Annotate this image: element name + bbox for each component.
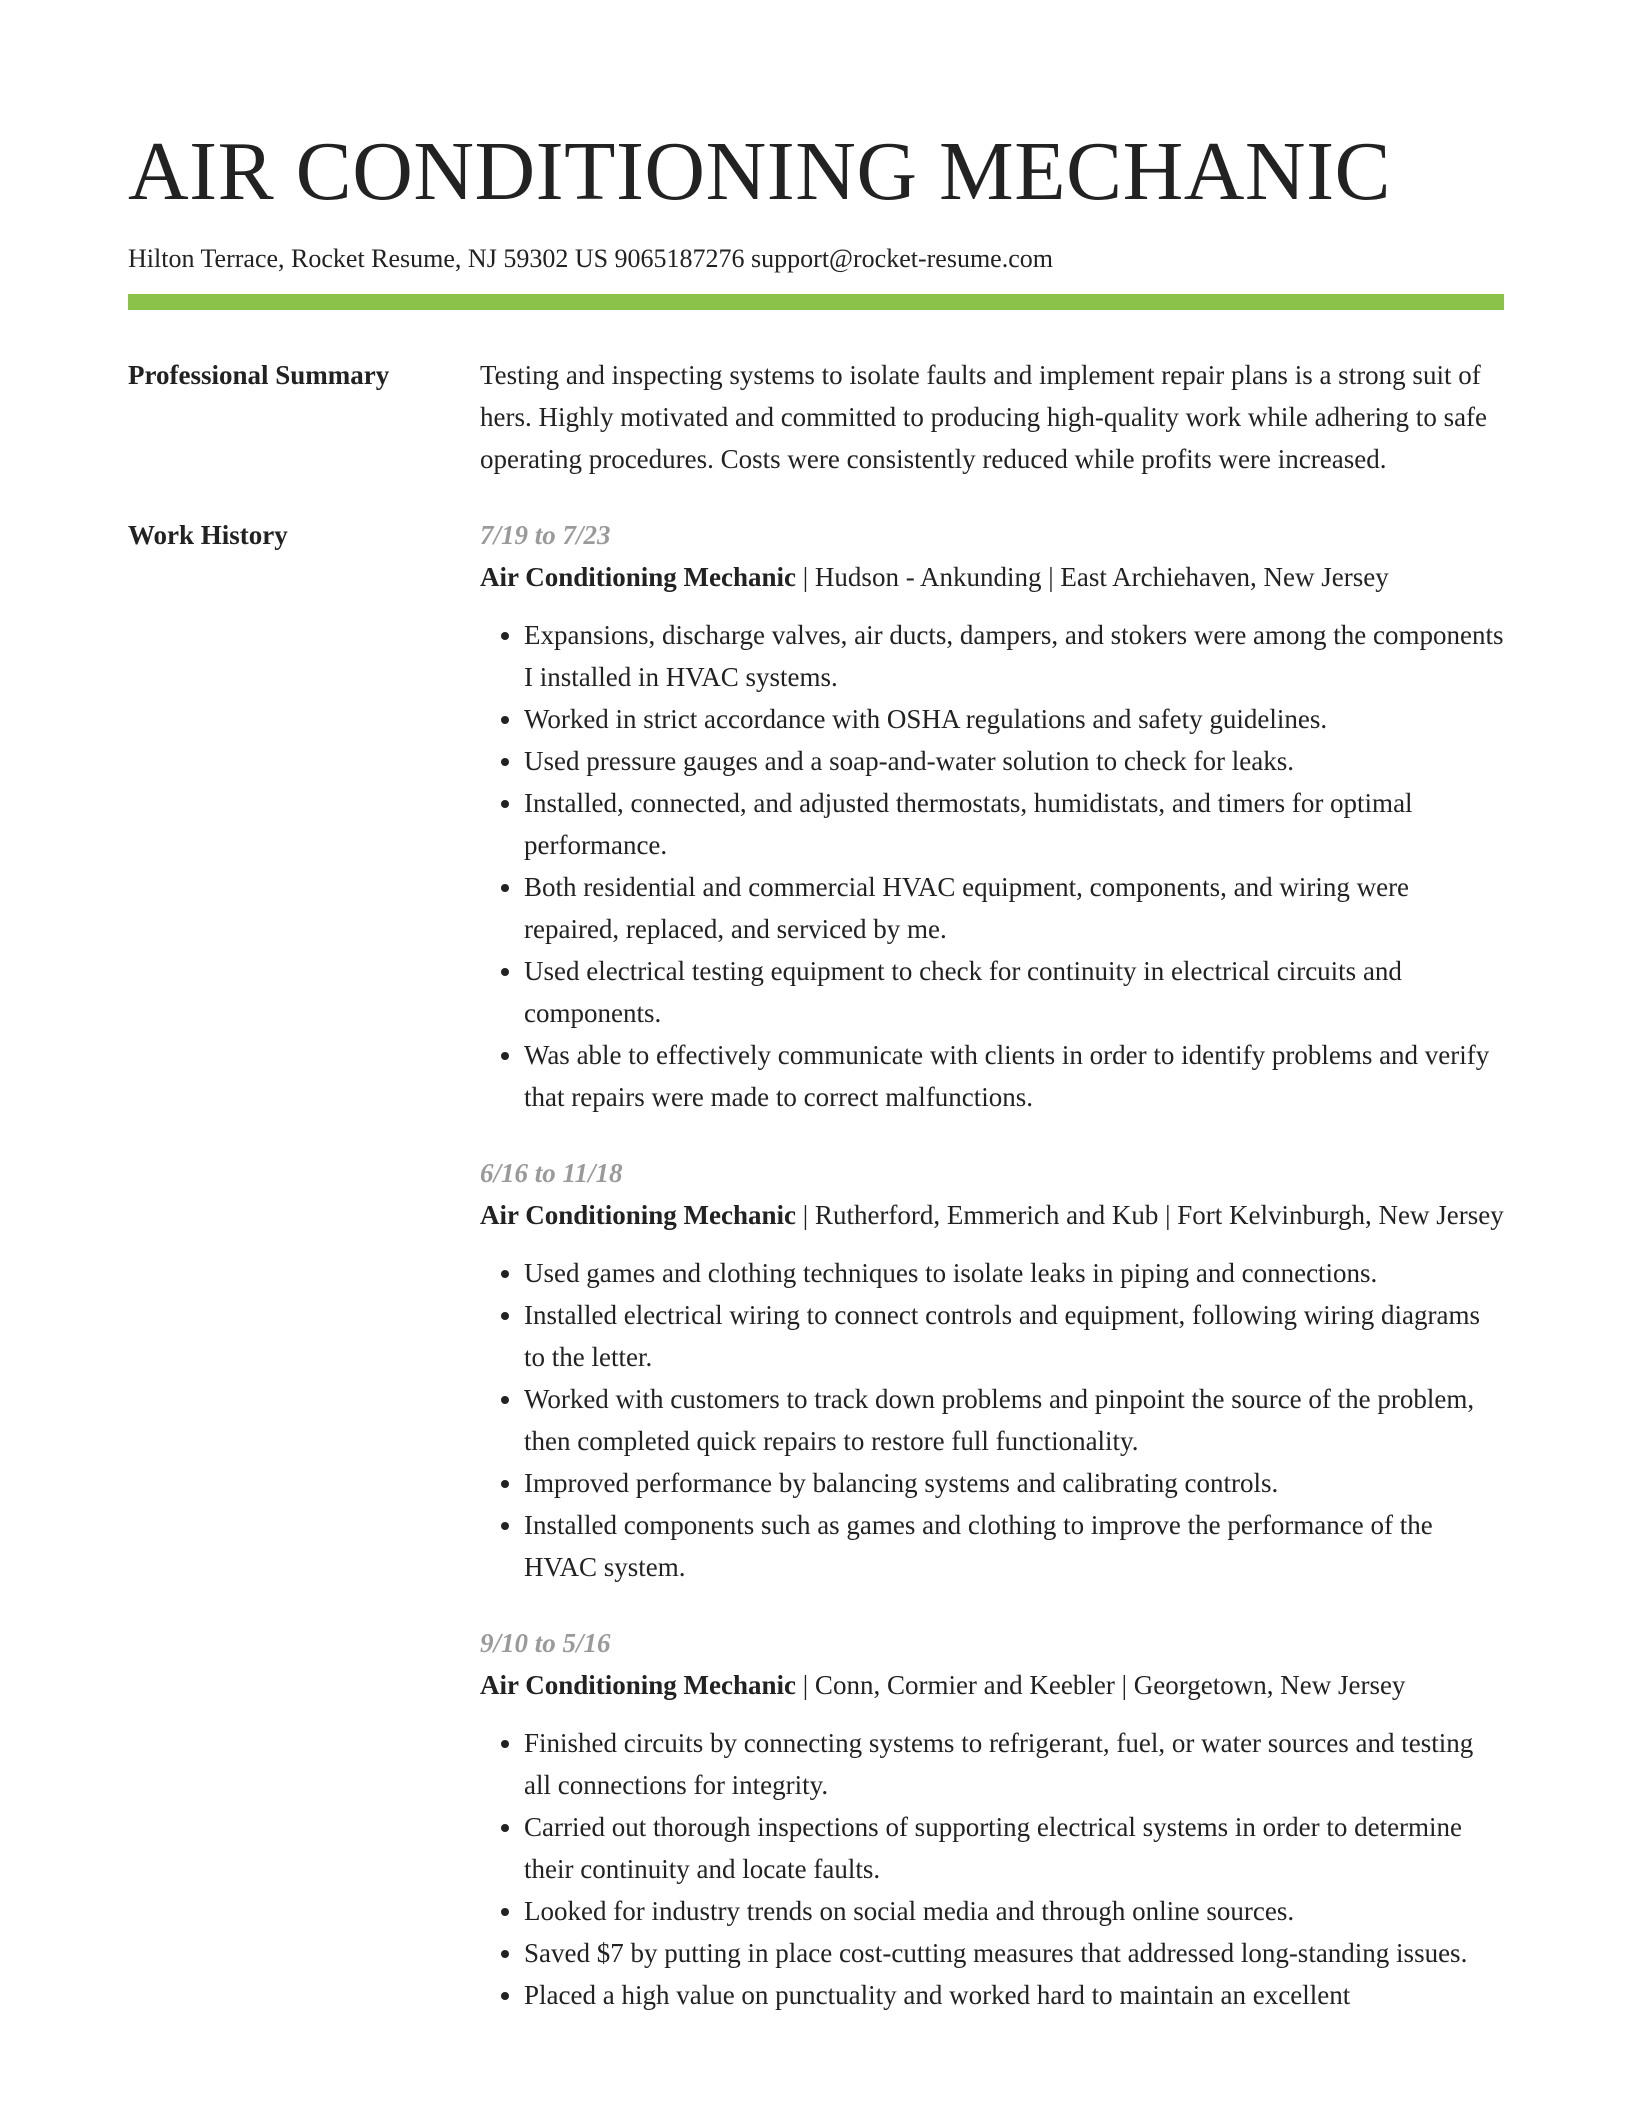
job-bullet: • Expansions, discharge valves, air ducts, dampers, and stokers were among the components I installed in HVAC systems. [524, 614, 1504, 698]
candidate-name: AIR CONDITIONING MECHANIC [128, 125, 1392, 218]
job-bullet: • Was able to effectively communicate with clients in order to identify problems and verify that repairs were made to correct malfunctions. [524, 1034, 1504, 1118]
job-bullet: • Saved $7 by putting in place cost-cutting measures that addressed long-standing issues. [524, 1932, 1504, 1974]
job-bullet: • Both residential and commercial HVAC equipment, components, and wiring were repaired, replaced, and serviced by me. [524, 866, 1504, 950]
job-details: | Hudson - Ankunding | East Archiehaven, New Jersey [796, 562, 1389, 592]
job-heading [480, 1194, 1504, 1236]
section-title-work-history: Work History [128, 520, 288, 550]
summary-body [480, 354, 1504, 480]
job-bullet: • Improved performance by balancing systems and calibrating controls. [524, 1462, 1504, 1504]
section-title-summary: Professional Summary [128, 360, 390, 390]
job-heading [480, 556, 1504, 598]
job-bullet: • Used electrical testing equipment to check for continuity in electrical circuits and components. [524, 950, 1504, 1034]
contact-line: Hilton Terrace, Rocket Resume, NJ 59302 US 9065187276 support@rocket-resume.com [128, 244, 1053, 273]
job-bullet: • Placed a high value on punctuality and worked hard to maintain an excellent [524, 1974, 1504, 2016]
job-title: Air Conditioning Mechanic [480, 1200, 797, 1230]
job-title: Air Conditioning Mechanic [480, 562, 797, 592]
job-bullet: • Carried out thorough inspections of supporting electrical systems in order to determine their continuity and locate faults. [524, 1806, 1504, 1890]
job-bullet: • Finished circuits by connecting systems to refrigerant, fuel, or water sources and testing all connections for integrity. [524, 1722, 1504, 1806]
job-entry [480, 1622, 1504, 2016]
header-divider [128, 294, 1504, 310]
work-history-body [480, 514, 1504, 2050]
job-entry [480, 1152, 1504, 1588]
job-bullet: • Worked in strict accordance with OSHA regulations and safety guidelines. [524, 698, 1504, 740]
job-bullet-list [480, 1252, 1504, 1588]
job-bullet: • Installed components such as games and clothing to improve the performance of the HVAC system. [524, 1504, 1504, 1588]
job-dates: 7/19 to 7/23 [480, 520, 611, 550]
job-bullet-list [480, 1722, 1504, 2016]
job-dates: 9/10 to 5/16 [480, 1628, 611, 1658]
job-bullet: • Installed electrical wiring to connect controls and equipment, following wiring diagrams to the letter. [524, 1294, 1504, 1378]
job-bullet: • Used games and clothing techniques to isolate leaks in piping and connections. [524, 1252, 1504, 1294]
job-dates: 6/16 to 11/18 [480, 1158, 623, 1188]
job-entry [480, 514, 1504, 1118]
professional-summary-section [128, 354, 1504, 480]
summary-text: Testing and inspecting systems to isolate faults and implement repair plans is a strong suit of hers. Highly motivated and committed to producing high-quality work while adhering to safe operating procedures. Costs were consistently reduced while profits were increased. [480, 360, 1488, 474]
resume-page [128, 0, 1504, 2050]
job-details: | Rutherford, Emmerich and Kub | Fort Kelvinburgh, New Jersey [796, 1200, 1504, 1230]
job-bullet: • Looked for industry trends on social media and through online sources. [524, 1890, 1504, 1932]
job-title: Air Conditioning Mechanic [480, 1670, 797, 1700]
job-heading [480, 1664, 1504, 1706]
work-history-section [128, 514, 1504, 2050]
job-bullet: • Installed, connected, and adjusted thermostats, humidistats, and timers for optimal performance. [524, 782, 1504, 866]
job-bullet: • Worked with customers to track down problems and pinpoint the source of the problem, then completed quick repairs to restore full functionality. [524, 1378, 1504, 1462]
job-bullet: • Used pressure gauges and a soap-and-water solution to check for leaks. [524, 740, 1504, 782]
job-details: | Conn, Cormier and Keebler | Georgetown, New Jersey [796, 1670, 1406, 1700]
job-bullet-list [480, 614, 1504, 1118]
